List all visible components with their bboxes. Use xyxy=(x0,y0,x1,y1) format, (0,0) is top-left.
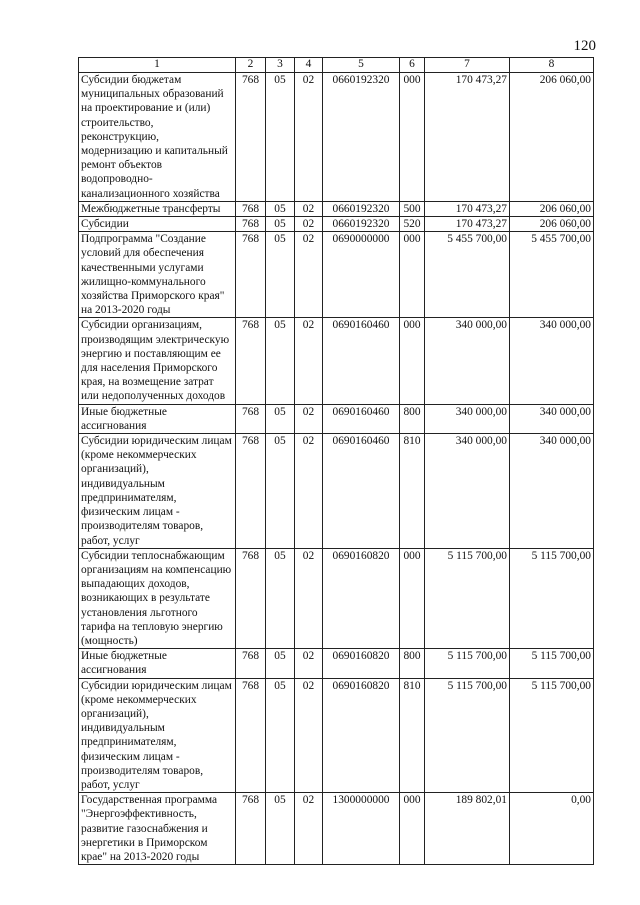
amount-year-1: 5 115 700,00 xyxy=(425,678,510,793)
amount-year-2: 206 060,00 xyxy=(510,217,594,232)
table-row xyxy=(79,201,594,216)
target-code: 0690160460 xyxy=(323,404,400,433)
section-code: 05 xyxy=(266,548,295,648)
amount-year-1: 340 000,00 xyxy=(425,404,510,433)
ministry-code: 768 xyxy=(236,404,266,433)
table-row xyxy=(79,793,594,865)
ministry-code: 768 xyxy=(236,232,266,318)
expense-type-code: 000 xyxy=(400,548,425,648)
amount-year-1: 170 473,27 xyxy=(425,217,510,232)
amount-year-1: 340 000,00 xyxy=(425,318,510,404)
table-row xyxy=(79,217,594,232)
amount-year-2: 206 060,00 xyxy=(510,73,594,202)
row-name: Иные бюджетные ассигнования xyxy=(79,404,236,433)
page-number: 120 xyxy=(573,38,596,54)
section-code: 05 xyxy=(266,678,295,793)
table-row xyxy=(79,649,594,678)
section-code: 05 xyxy=(266,318,295,404)
header-cell-7: 7 xyxy=(425,58,510,73)
amount-year-1: 189 802,01 xyxy=(425,793,510,865)
table-row xyxy=(79,232,594,318)
row-name: Межбюджетные трансферты xyxy=(79,201,236,216)
section-code: 05 xyxy=(266,649,295,678)
ministry-code: 768 xyxy=(236,678,266,793)
header-cell-6: 6 xyxy=(400,58,425,73)
table-row xyxy=(79,548,594,648)
row-name: Субсидии организациям, производящим электрическую энергию и поставляющим ее для населения Приморского края, на возмещение затрат или недополученных доходов xyxy=(79,318,236,404)
section-code: 05 xyxy=(266,434,295,549)
ministry-code: 768 xyxy=(236,649,266,678)
amount-year-2: 340 000,00 xyxy=(510,318,594,404)
section-code: 05 xyxy=(266,73,295,202)
target-code: 0690160820 xyxy=(323,548,400,648)
section-code: 05 xyxy=(266,793,295,865)
header-cell-5: 5 xyxy=(323,58,400,73)
expense-type-code: 000 xyxy=(400,73,425,202)
target-code: 1300000000 xyxy=(323,793,400,865)
row-name: Иные бюджетные ассигнования xyxy=(79,649,236,678)
amount-year-1: 340 000,00 xyxy=(425,434,510,549)
amount-year-1: 5 455 700,00 xyxy=(425,232,510,318)
subsection-code: 02 xyxy=(295,73,323,202)
subsection-code: 02 xyxy=(295,201,323,216)
header-cell-4: 4 xyxy=(295,58,323,73)
ministry-code: 768 xyxy=(236,548,266,648)
subsection-code: 02 xyxy=(295,404,323,433)
header-cell-1: 1 xyxy=(79,58,236,73)
amount-year-2: 340 000,00 xyxy=(510,434,594,549)
row-name: Государственная программа "Энергоэффективность, развитие газоснабжения и энергетики в Приморском крае" на 2013-2020 годы xyxy=(79,793,236,865)
header-cell-3: 3 xyxy=(266,58,295,73)
row-name: Субсидии xyxy=(79,217,236,232)
target-code: 0690160820 xyxy=(323,678,400,793)
amount-year-2: 340 000,00 xyxy=(510,404,594,433)
row-name: Субсидии бюджетам муниципальных образований на проектирование и (или) строительство, реконструкцию, модернизацию и капитальный ремонт объектов водопроводно-канализационного хозяйства xyxy=(79,73,236,202)
target-code: 0690000000 xyxy=(323,232,400,318)
section-code: 05 xyxy=(266,404,295,433)
row-name: Подпрограмма "Создание условий для обеспечения качественными услугами жилищно-коммунального хозяйства Приморского края" на 2013-2020 годы xyxy=(79,232,236,318)
ministry-code: 768 xyxy=(236,793,266,865)
row-name: Субсидии юридическим лицам (кроме некоммерческих организаций), индивидуальным предпринимателям, физическим лицам - производителям товаров, работ, услуг xyxy=(79,434,236,549)
row-name: Субсидии юридическим лицам (кроме некоммерческих организаций), индивидуальным предпринимателям, физическим лицам - производителям товаров, работ, услуг xyxy=(79,678,236,793)
expense-type-code: 000 xyxy=(400,232,425,318)
amount-year-1: 170 473,27 xyxy=(425,73,510,202)
target-code: 0690160820 xyxy=(323,649,400,678)
expense-type-code: 520 xyxy=(400,217,425,232)
subsection-code: 02 xyxy=(295,793,323,865)
expense-type-code: 000 xyxy=(400,793,425,865)
header-row xyxy=(79,58,594,73)
subsection-code: 02 xyxy=(295,548,323,648)
target-code: 0690160460 xyxy=(323,434,400,549)
table-row xyxy=(79,404,594,433)
amount-year-2: 206 060,00 xyxy=(510,201,594,216)
section-code: 05 xyxy=(266,217,295,232)
amount-year-2: 0,00 xyxy=(510,793,594,865)
subsection-code: 02 xyxy=(295,318,323,404)
table-body xyxy=(79,73,594,865)
amount-year-2: 5 455 700,00 xyxy=(510,232,594,318)
header-cell-2: 2 xyxy=(236,58,266,73)
target-code: 0660192320 xyxy=(323,217,400,232)
ministry-code: 768 xyxy=(236,201,266,216)
header-cell-8: 8 xyxy=(510,58,594,73)
expense-type-code: 800 xyxy=(400,649,425,678)
table-row xyxy=(79,434,594,549)
expense-type-code: 000 xyxy=(400,318,425,404)
row-name: Субсидии теплоснабжающим организациям на компенсацию выпадающих доходов, возникающих в результате установления льготного тарифа на тепловую энергию (мощность) xyxy=(79,548,236,648)
ministry-code: 768 xyxy=(236,434,266,549)
expense-type-code: 810 xyxy=(400,678,425,793)
subsection-code: 02 xyxy=(295,434,323,549)
subsection-code: 02 xyxy=(295,678,323,793)
subsection-code: 02 xyxy=(295,217,323,232)
amount-year-1: 5 115 700,00 xyxy=(425,649,510,678)
ministry-code: 768 xyxy=(236,217,266,232)
expense-type-code: 810 xyxy=(400,434,425,549)
target-code: 0660192320 xyxy=(323,73,400,202)
ministry-code: 768 xyxy=(236,73,266,202)
amount-year-1: 5 115 700,00 xyxy=(425,548,510,648)
expense-type-code: 800 xyxy=(400,404,425,433)
ministry-code: 768 xyxy=(236,318,266,404)
budget-table xyxy=(78,57,594,865)
amount-year-1: 170 473,27 xyxy=(425,201,510,216)
table-row xyxy=(79,73,594,202)
table-row xyxy=(79,318,594,404)
section-code: 05 xyxy=(266,201,295,216)
subsection-code: 02 xyxy=(295,232,323,318)
table-row xyxy=(79,678,594,793)
target-code: 0690160460 xyxy=(323,318,400,404)
section-code: 05 xyxy=(266,232,295,318)
expense-type-code: 500 xyxy=(400,201,425,216)
amount-year-2: 5 115 700,00 xyxy=(510,548,594,648)
amount-year-2: 5 115 700,00 xyxy=(510,649,594,678)
amount-year-2: 5 115 700,00 xyxy=(510,678,594,793)
subsection-code: 02 xyxy=(295,649,323,678)
target-code: 0660192320 xyxy=(323,201,400,216)
